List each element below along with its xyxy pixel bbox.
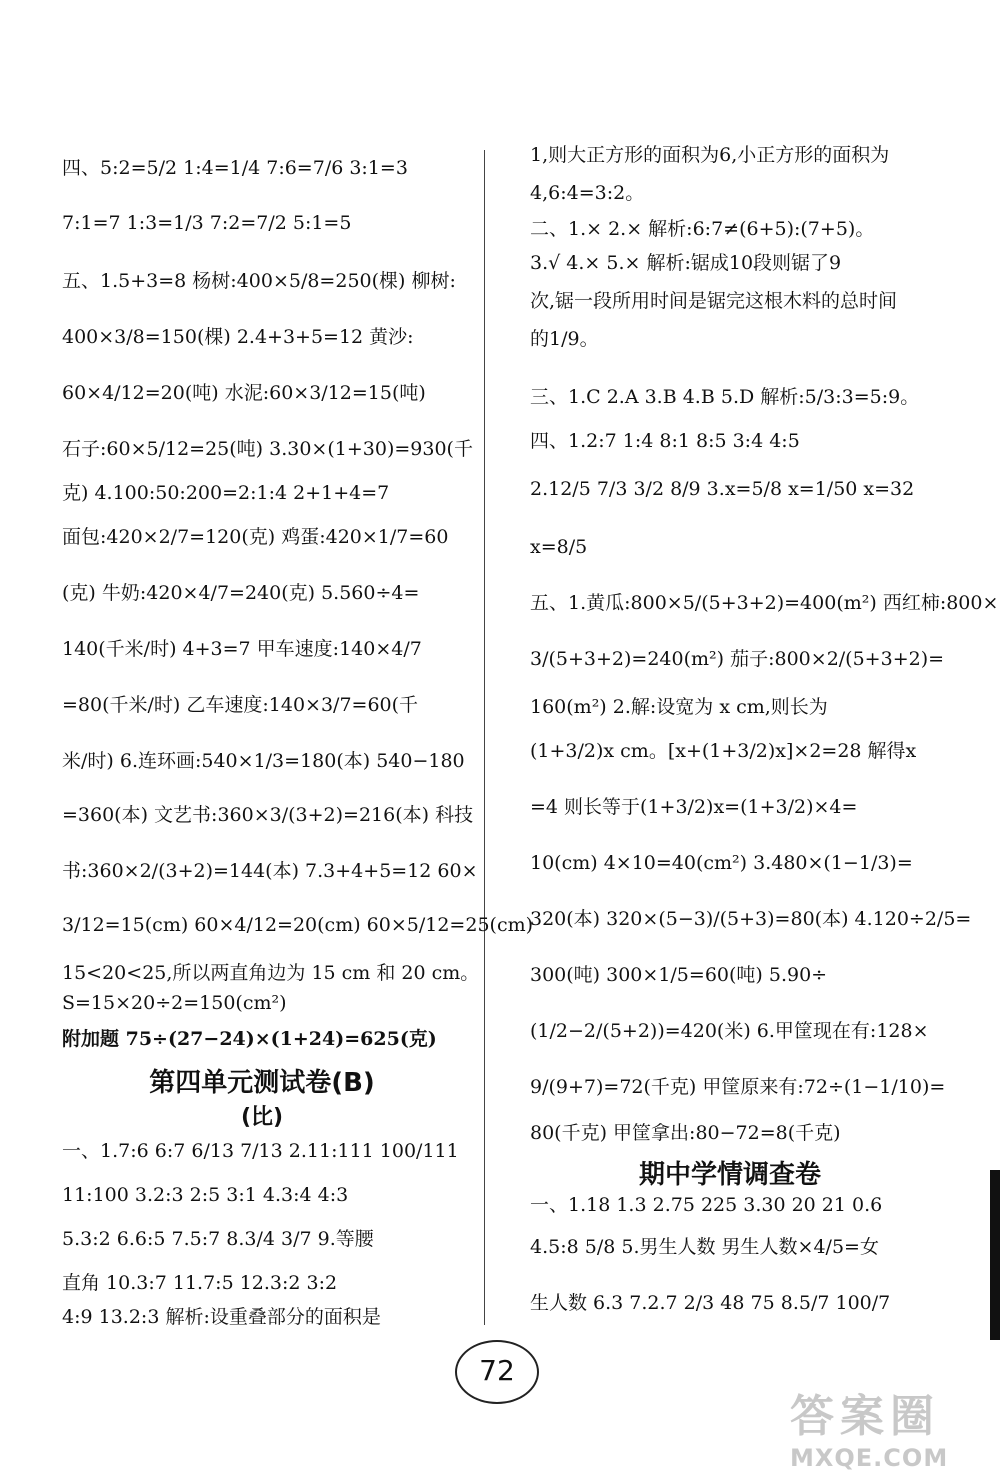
answer-line: 3/(5+3+2)=240(m²) 茄子:800×2/(5+3+2)= xyxy=(530,648,945,670)
page-number: 72 xyxy=(455,1340,539,1404)
answer-line: 5.3:2 6.6:5 7.5:7 8.3/4 3/7 9.等腰 xyxy=(62,1228,374,1250)
answer-line: 4.5:8 5/8 5.男生人数 男生人数×4/5=女 xyxy=(530,1236,879,1258)
answer-line: 11:100 3.2:3 2:5 3:1 4.3:4 4:3 xyxy=(62,1184,349,1206)
watermark-logo xyxy=(790,1380,990,1472)
answer-line: 4,6:4=3:2。 xyxy=(530,182,645,204)
answer-line: 米/时) 6.连环画:540×1/3=180(本) 540−180 xyxy=(62,750,465,772)
watermark-text: 答案圈 xyxy=(790,1391,940,1442)
answer-line: 1,则大正方形的面积为6,小正方形的面积为 xyxy=(530,144,890,166)
bonus-line: 附加题 75÷(27−24)×(1+24)=625(克) xyxy=(62,1028,437,1050)
answer-line: 15<20<25,所以两直角边为 15 cm 和 20 cm。 xyxy=(62,962,480,984)
answer-line: 10(cm) 4×10=40(cm²) 3.480×(1−1/3)= xyxy=(530,852,913,874)
answer-line: 140(千米/时) 4+3=7 甲车速度:140×4/7 xyxy=(62,638,422,660)
answer-line: 300(吨) 300×1/5=60(吨) 5.90÷ xyxy=(530,964,828,986)
section-title-midterm: 期中学情调查卷 xyxy=(638,1160,821,1190)
answer-line: 400×3/8=150(棵) 2.4+3+5=12 黄沙: xyxy=(62,326,414,348)
answer-line: 4:9 13.2:3 解析:设重叠部分的面积是 xyxy=(62,1306,381,1328)
answer-line: 3.√ 4.× 5.× 解析:锯成10段则锯了9 xyxy=(530,252,842,274)
answer-line: 石子:60×5/12=25(吨) 3.30×(1+30)=930(千 xyxy=(62,438,473,460)
answer-line: (克) 牛奶:420×4/7=240(克) 5.560÷4= xyxy=(62,582,420,604)
answer-line: 2.12/5 7/3 3/2 8/9 3.x=5/8 x=1/50 x=32 xyxy=(530,478,915,500)
watermark-url: MXQE.COM xyxy=(790,1444,949,1472)
answer-line: 一、1.7:6 6:7 6/13 7/13 2.11:111 100/111 xyxy=(62,1140,459,1162)
column-divider xyxy=(484,150,485,1325)
answer-line: 四、5:2=5/2 1:4=1/4 7:6=7/6 3:1=3 xyxy=(62,157,408,179)
answer-line: 80(千克) 甲筐拿出:80−72=8(千克) xyxy=(530,1122,841,1144)
answer-line: 书:360×2/(3+2)=144(本) 7.3+4+5=12 60× xyxy=(62,860,478,882)
answer-line: 320(本) 320×(5−3)/(5+3)=80(本) 4.120÷2/5= xyxy=(530,908,972,930)
answer-line: 五、1.黄瓜:800×5/(5+3+2)=400(m²) 西红柿:800× xyxy=(530,592,999,614)
answer-line: =360(本) 文艺书:360×3/(3+2)=216(本) 科技 xyxy=(62,804,474,826)
answer-line: =80(千米/时) 乙车速度:140×3/7=60(千 xyxy=(62,694,419,716)
section-subtitle: (比) xyxy=(240,1105,284,1130)
answer-line: (1+3/2)x cm。[x+(1+3/2)x]×2=28 解得x xyxy=(530,740,917,762)
answer-line: S=15×20÷2=150(cm²) xyxy=(62,992,287,1014)
answer-line: 三、1.C 2.A 3.B 4.B 5.D 解析:5/3:3=5:9。 xyxy=(530,386,920,408)
answer-line: 60×4/12=20(吨) 水泥:60×3/12=15(吨) xyxy=(62,382,426,404)
answer-line: 二、1.× 2.× 解析:6:7≠(6+5):(7+5)。 xyxy=(530,218,875,240)
answer-line: 7:1=7 1:3=1/3 7:2=7/2 5:1=5 xyxy=(62,212,352,234)
answer-line: 一、1.18 1.3 2.75 225 3.30 20 21 0.6 xyxy=(530,1194,883,1216)
answer-line: x=8/5 xyxy=(530,536,588,558)
answer-line: 3/12=15(cm) 60×4/12=20(cm) 60×5/12=25(cm) xyxy=(62,914,534,936)
page-edge-mark xyxy=(990,1170,1000,1340)
answer-line: 生人数 6.3 7.2.7 2/3 48 75 8.5/7 100/7 xyxy=(530,1292,891,1314)
answer-line: 四、1.2:7 1:4 8:1 8:5 3:4 4:5 xyxy=(530,430,800,452)
answer-line: 五、1.5+3=8 杨树:400×5/8=250(棵) 柳树: xyxy=(62,270,456,292)
answer-line: 160(m²) 2.解:设宽为 x cm,则长为 xyxy=(530,696,828,718)
answer-line: (1/2−2/(5+2))=420(米) 6.甲筐现在有:128× xyxy=(530,1020,929,1042)
answer-line: 克) 4.100:50:200=2:1:4 2+1+4=7 xyxy=(62,482,390,504)
section-title-unit4: 第四单元测试卷(B) xyxy=(149,1068,375,1098)
answer-line: =4 则长等于(1+3/2)x=(1+3/2)×4= xyxy=(530,796,858,818)
answer-line: 的1/9。 xyxy=(530,328,599,350)
answer-line: 直角 10.3:7 11.7:5 12.3:2 3:2 xyxy=(62,1272,338,1294)
answer-line: 面包:420×2/7=120(克) 鸡蛋:420×1/7=60 xyxy=(62,526,449,548)
answer-line: 次,锯一段所用时间是锯完这根木料的总时间 xyxy=(530,290,898,312)
answer-line: 9/(9+7)=72(千克) 甲筐原来有:72÷(1−1/10)= xyxy=(530,1076,946,1098)
